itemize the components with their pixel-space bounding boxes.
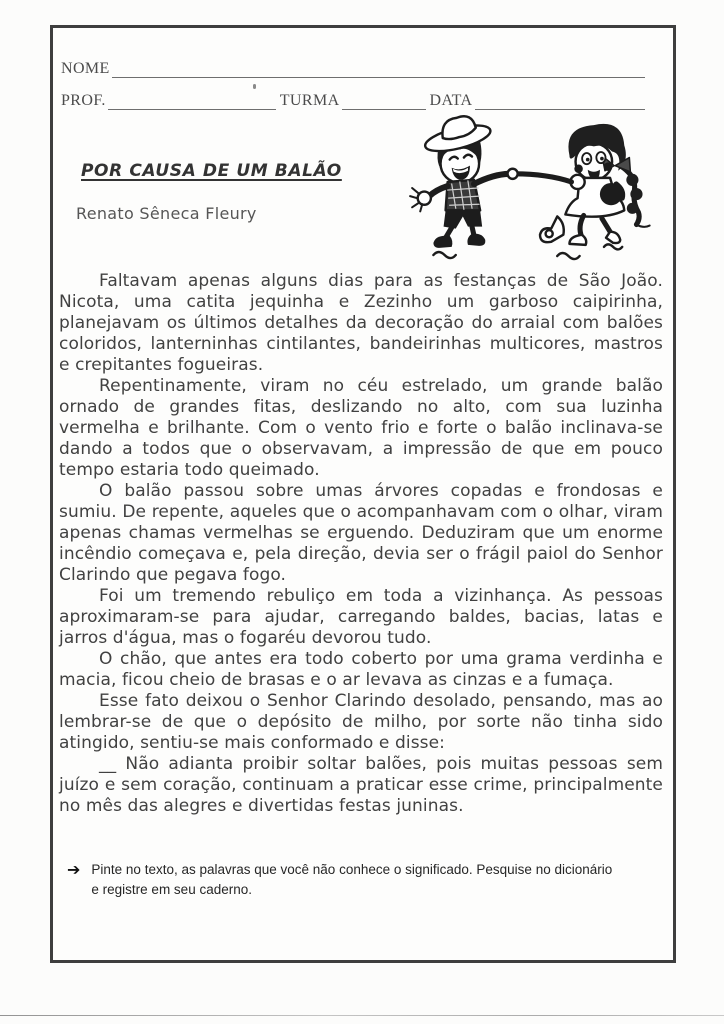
reading-passage [59, 271, 663, 817]
activity-instruction [67, 860, 623, 900]
page-border-frame [50, 25, 676, 963]
prof-turma-data-row [61, 92, 645, 110]
prof-input-line[interactable] [108, 94, 276, 110]
arrow-icon: ➔ [67, 860, 81, 879]
scan-edge-line [0, 1015, 724, 1016]
children-dancing-illustration [405, 112, 673, 262]
paragraph: Foi um tremendo rebuliço em toda a vizinhança. As pessoas aproximaram-se para ajudar, carregando baldes, bacias, latas e jarros d'água, mas o fogaréu devorou tudo. [59, 586, 663, 648]
name-label: NOME [61, 60, 110, 77]
paragraph: Faltavam apenas alguns dias para as festanças de São João. Nicota, uma catita jequinha e Zezinho um garboso caipirinha, planejavam os últimos detalhes da decoração do arraial com balões coloridos, lanterninhas cintilantes, bandeirinhas multicores, mastros e crepitantes fogueiras. [59, 271, 663, 375]
paragraph: Repentinamente, viram no céu estrelado, um grande balão ornado de grandes fitas, deslizando no alto, com sua luzinha vermelha e brilhante. Com o vento frio e forte o balão inclinava-se dando a todos que o observavam, a impressão de que em pouco tempo estaria todo queimado. [59, 376, 663, 480]
turma-label: TURMA [279, 92, 340, 109]
paragraph: Esse fato deixou o Senhor Clarindo desolado, pensando, mas ao lembrar-se de que o depósito de milho, por sorte não tinha sido atingido, sentiu-se mais conformado e disse: [59, 691, 663, 753]
prof-label: PROF. [61, 92, 106, 109]
paragraph: O chão, que antes era todo coberto por uma grama verdinha e macia, ficou cheio de brasas e o ar levava as cinzas e a fumaça. [59, 649, 663, 690]
scan-artifact-dot [253, 84, 256, 89]
instruction-text: Pinte no texto, as palavras que você não conhece o significado. Pesquise no dicionário e registre em seu caderno. [91, 862, 613, 897]
data-label: DATA [429, 92, 473, 109]
name-input-line[interactable] [112, 62, 645, 78]
page-title: POR CAUSA DE UM BALÃO [81, 161, 342, 181]
form-header [61, 60, 645, 110]
data-input-line[interactable] [475, 94, 645, 110]
turma-input-line[interactable] [342, 94, 426, 110]
paragraph: O balão passou sobre umas árvores copadas e frondosas e sumiu. De repente, aqueles que o acompanhavam com o olhar, viram apenas chamas vermelhas se erguendo. Deduziram que um enorme incêndio começava e, pela direção, devia ser o frágil paiol do Senhor Clarindo que pegava fogo. [59, 481, 663, 585]
paragraph: __ Não adianta proibir soltar balões, pois muitas pessoas sem juízo e sem coração, continuam a praticar esse crime, principalmente no mês das alegres e divertidas festas juninas. [59, 754, 663, 816]
name-row [61, 60, 645, 78]
festa-junina-clipart-icon [405, 112, 673, 262]
author-name: Renato Sêneca Fleury [76, 204, 257, 223]
